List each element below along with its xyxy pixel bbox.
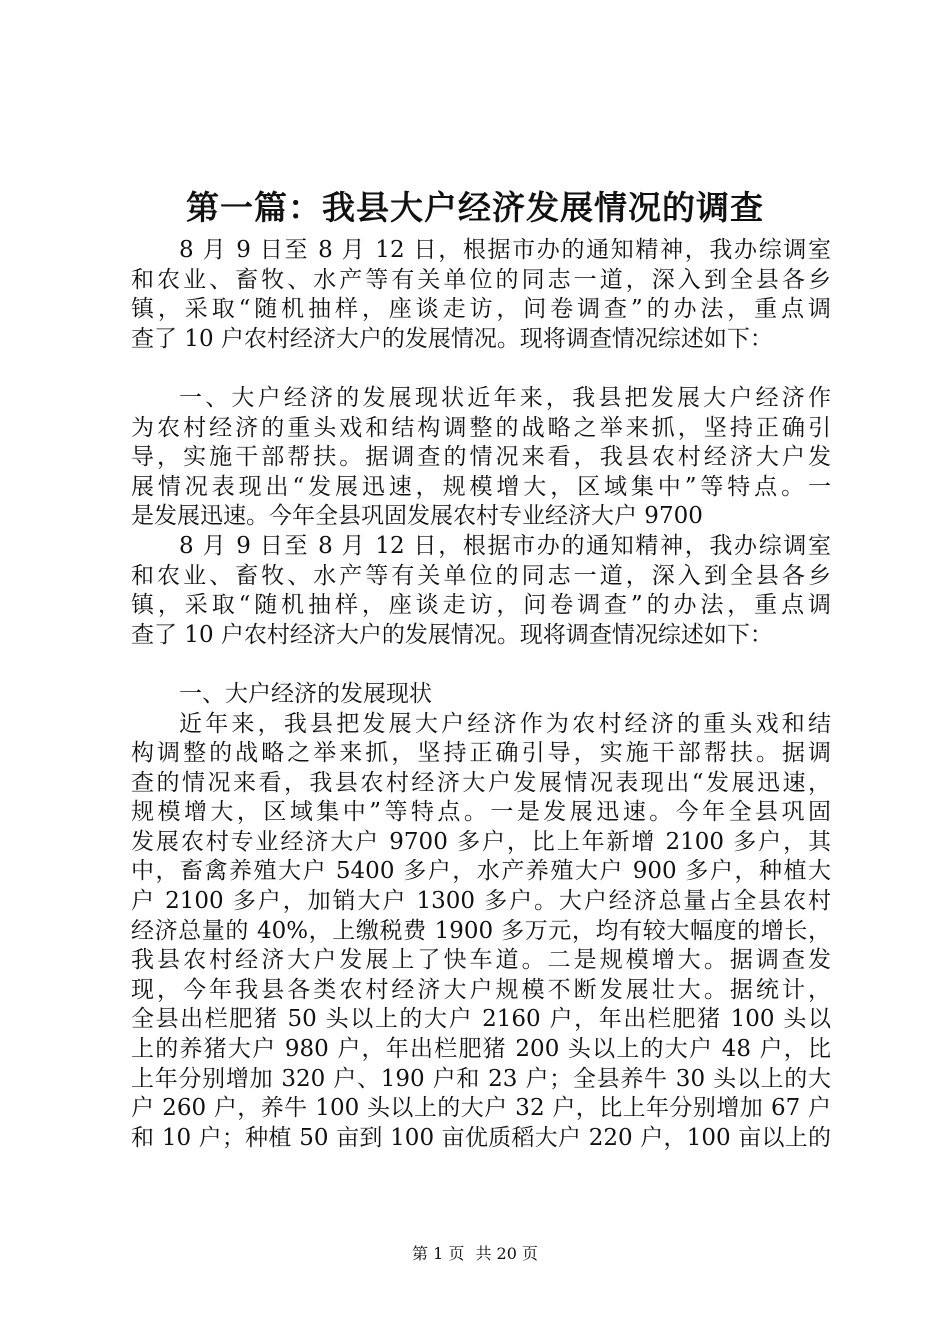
text-line: 导，实施干部帮扶。据调查的情况来看，我县农村经济大户发 <box>131 444 831 471</box>
text-line: 规模增大，区域集中”等特点。一是发展迅速。今年全县巩固 <box>131 799 831 826</box>
text-line: 和农业、畜牧、水产等有关单位的同志一道，深入到全县各乡 <box>131 266 831 293</box>
paragraph-gap <box>131 354 831 384</box>
page-total: 共 20 页 <box>475 1244 538 1263</box>
text-line: 8 月 9 日至 8 月 12 日，根据市办的通知精神，我办综调室 <box>179 237 831 263</box>
page-number: 第 1 页 <box>412 1244 465 1263</box>
document-body <box>131 236 831 1153</box>
text-line: 一、大户经济的发展现状近年来，我县把发展大户经济作 <box>179 384 831 411</box>
text-line: 为农村经济的重头戏和结构调整的战略之举来抓，坚持正确引 <box>131 414 831 441</box>
paragraph-gap <box>131 650 831 680</box>
text-line: 我县农村经济大户发展上了快车道。二是规模增大。据调查发 <box>131 947 831 974</box>
text-line: 8 月 9 日至 8 月 12 日，根据市办的通知精神，我办综调室 <box>179 532 831 559</box>
text-line: 展情况表现出“发展迅速，规模增大，区域集中”等特点。一 <box>131 473 831 500</box>
document-title: 第一篇：我县大户经济发展情况的调查 <box>186 188 764 227</box>
text-line: 镇，采取“随机抽样，座谈走访，问卷调查”的办法，重点调 <box>131 592 831 619</box>
text-line: 户 2100 多户，加销大户 1300 多户。大户经济总量占全县农村 <box>131 888 831 915</box>
text-line: 是发展迅速。今年全县巩固发展农村专业经济大户 9700 <box>131 503 703 530</box>
text-line: 上的养猪大户 980 户，年出栏肥猪 200 头以上的大户 48 户，比 <box>131 1036 831 1063</box>
text-line: 中，畜禽养殖大户 5400 多户，水产养殖大户 900 多户，种植大 <box>131 858 831 885</box>
text-line: 发展农村专业经济大户 9700 多户，比上年新增 2100 多户，其 <box>131 828 831 855</box>
text-line: 经济总量的 40%，上缴税费 1900 多万元，均有较大幅度的增长， <box>131 917 831 944</box>
page-footer <box>0 1243 950 1265</box>
text-line: 近年来，我县把发展大户经济作为农村经济的重头戏和结 <box>179 710 831 737</box>
text-line: 和 10 户；种植 50 亩到 100 亩优质稻大户 220 户，100 亩以上的 <box>131 1124 831 1151</box>
text-line: 查了 10 户农村经济大户的发展情况。现将调查情况综述如下： <box>131 325 773 352</box>
text-line: 查的情况来看，我县农村经济大户发展情况表现出“发展迅速， <box>131 769 831 796</box>
text-line: 全县出栏肥猪 50 头以上的大户 2160 户，年出栏肥猪 100 头以 <box>131 1006 831 1033</box>
text-line: 镇，采取“随机抽样，座谈走访，问卷调查”的办法，重点调 <box>131 296 831 323</box>
text-line: 查了 10 户农村经济大户的发展情况。现将调查情况综述如下： <box>131 621 773 648</box>
text-line: 构调整的战略之举来抓，坚持正确引导，实施干部帮扶。据调 <box>131 740 831 767</box>
text-line: 一、大户经济的发展现状 <box>179 680 432 707</box>
text-line: 现，今年我县各类农村经济大户规模不断发展壮大。据统计， <box>131 976 831 1003</box>
text-line: 和农业、畜牧、水产等有关单位的同志一道，深入到全县各乡 <box>131 562 831 589</box>
text-line: 户 260 户，养牛 100 头以上的大户 32 户，比上年分别增加 67 户 <box>131 1095 831 1122</box>
text-line: 上年分别增加 320 户、190 户和 23 户；全县养牛 30 头以上的大 <box>131 1065 831 1092</box>
